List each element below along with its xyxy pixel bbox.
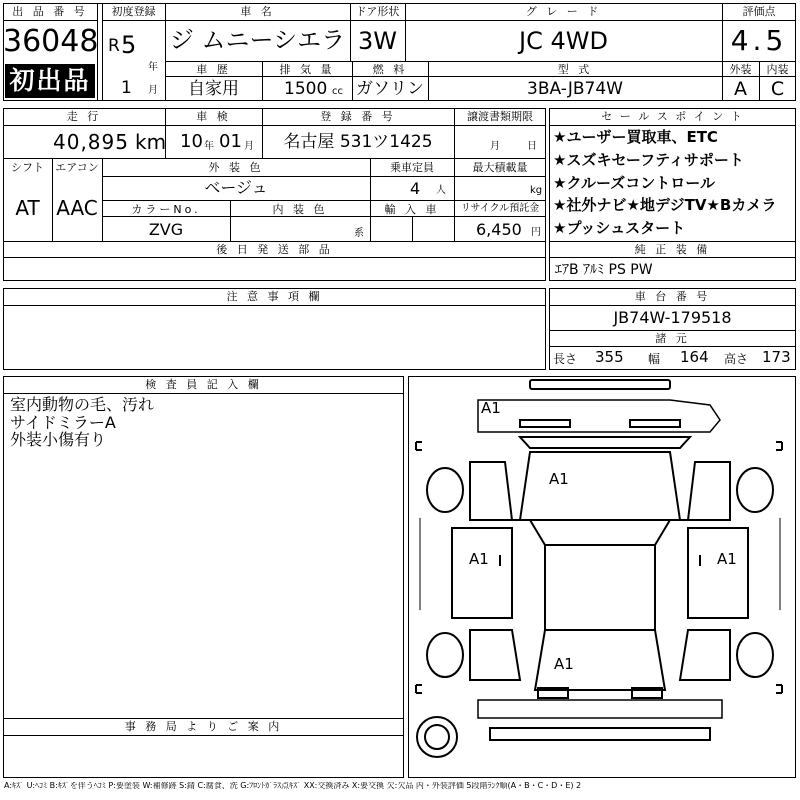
interior-color-label: 内 装 色 — [272, 203, 328, 216]
interior-color-unit: 系 — [354, 228, 364, 239]
recycle-unit: 円 — [531, 227, 541, 238]
import-label: 輸 入 車 — [384, 203, 440, 216]
width: 164 — [680, 348, 709, 366]
damage-mark-rear: A1 — [554, 655, 574, 673]
model-code: 3BA-JB74W — [527, 79, 623, 99]
inspector-note: 外装小傷有り — [10, 430, 107, 449]
equipment-value: ｴｱB ｱﾙﾐ PS PW — [555, 262, 653, 278]
inspection-month: 01 — [219, 131, 242, 152]
capacity: 4 — [410, 179, 421, 198]
office-label: 事 務 局 よ り ご 案 内 — [124, 720, 283, 733]
width-label: 幅 — [648, 352, 661, 366]
inspector-note: 室内動物の毛、汚れ — [10, 395, 155, 414]
displacement-unit: cc — [332, 86, 343, 97]
exterior-grade-label: 外装 — [729, 63, 752, 76]
capacity-unit: 人 — [436, 185, 446, 196]
exterior-color-label: 外 装 色 — [208, 161, 264, 174]
lot-number-label: 出 品 番 号 — [12, 5, 88, 18]
length-label: 長さ — [553, 352, 578, 366]
shift-label: シフト — [11, 161, 44, 174]
inspection-month-unit: 月 — [244, 141, 254, 152]
recycle-label: リサイクル預託金 — [460, 203, 540, 214]
inspection-year: 10 — [180, 131, 203, 152]
score-label: 評価点 — [742, 5, 776, 18]
registration-year: 5 — [121, 31, 137, 59]
registration-number-label: 登 録 番 号 — [320, 110, 396, 123]
selling-point: ★クルーズコントロール — [553, 174, 715, 192]
transfer-deadline-label: 譲渡書類期限 — [467, 110, 533, 123]
overall-score: 4.5 — [730, 24, 788, 57]
later-parts-label: 後 日 発 送 部 品 — [216, 243, 333, 256]
exterior-grade: A — [734, 78, 747, 100]
first-registration-label: 初度登録 — [111, 5, 156, 18]
first-listing-badge: 初出品 — [5, 64, 95, 98]
equipment-label: 純 正 装 備 — [634, 243, 711, 256]
legend: A:ｷｽﾞ U:ﾍｺﾐ B:ｷｽﾞを伴うﾍｺﾐ P:要塗装 W:補修跡 S:錆 C:腐食、洗 G:ﾌﾛﾝﾄｶﾞﾗｽ点ｷｽﾞ XX:交換済み X:要交換 欠:欠品 内・外装評価 5段階ﾗﾝｸ順(A・B・C・D・E) 2 — [4, 782, 582, 790]
interior-grade: C — [770, 78, 785, 100]
mileage: 40,895 — [53, 130, 129, 154]
history-label: 車 歴 — [196, 63, 231, 76]
damage-mark-front: A1 — [481, 399, 501, 417]
damage-mark-roof: A1 — [549, 470, 569, 488]
inspection-year-unit: 年 — [204, 141, 214, 152]
notes-label: 注 意 事 項 欄 — [226, 290, 323, 303]
color-no-label: カラーNo. — [131, 203, 201, 216]
damage-diagram — [408, 376, 796, 778]
inspection-label: 車 検 — [196, 110, 231, 123]
era: R — [108, 36, 120, 56]
damage-mark-right-side: A1 — [717, 550, 737, 568]
year-unit: 年 — [148, 62, 158, 73]
transfer-month-unit: 月 — [490, 141, 500, 152]
chassis-label: 車 台 番 号 — [634, 290, 711, 303]
displacement-label: 排 気 量 — [279, 63, 335, 76]
details-section — [3, 108, 546, 242]
aircon-label: エアコン — [55, 161, 99, 174]
chassis-number: JB74W-179518 — [613, 308, 732, 327]
exterior-color: ベージュ — [204, 178, 268, 197]
max-load-unit: kg — [530, 185, 543, 196]
door-type: 3W — [358, 27, 397, 55]
selling-points-label: セ ー ル ス ポ イ ン ト — [601, 110, 744, 123]
inspector-note: サイドミラーA — [10, 413, 116, 432]
shift: AT — [15, 196, 40, 220]
selling-point: ★スズキセーフティサポート — [553, 151, 744, 169]
grade-label: グ レ ー ド — [525, 5, 602, 18]
mileage-label: 走 行 — [66, 110, 102, 123]
selling-point: ★プッシュスタート — [553, 219, 686, 237]
month-unit: 月 — [148, 85, 158, 96]
damage-mark-left-side: A1 — [469, 550, 489, 568]
transfer-day-unit: 日 — [527, 141, 537, 152]
height-label: 高さ — [724, 352, 749, 366]
registration-month: 1 — [121, 78, 132, 98]
selling-point: ★ユーザー買取車、ETC — [553, 128, 718, 146]
grade: JC 4WD — [519, 27, 608, 55]
selling-point: ★社外ナビ★地デジTV★Bカメラ — [553, 196, 777, 214]
displacement: 1500 — [284, 79, 328, 99]
interior-grade-label: 内装 — [766, 63, 789, 76]
color-no: ZVG — [148, 220, 184, 239]
car-name-label: 車 名 — [240, 5, 275, 18]
height: 173 — [762, 348, 791, 366]
mileage-unit: km — [135, 130, 167, 154]
history: 自家用 — [188, 79, 239, 99]
lot-number: 36048 — [3, 24, 99, 59]
fuel-label: 燃 料 — [372, 63, 408, 76]
inspector-label: 検 査 員 記 入 欄 — [145, 378, 262, 391]
model-label: 型 式 — [557, 63, 593, 76]
length: 355 — [595, 348, 624, 366]
aircon: AAC — [56, 196, 98, 220]
fuel: ガソリン — [356, 79, 424, 99]
recycle-fee: 6,450 — [476, 220, 522, 239]
door-label: ドア形状 — [355, 5, 400, 18]
capacity-label: 乗車定員 — [390, 161, 434, 174]
car-name: ジ ムニーシエラ — [169, 26, 346, 54]
registration-number: 名古屋 531ツ1425 — [283, 132, 433, 152]
max-load-label: 最大積載量 — [472, 161, 528, 174]
dimensions-label: 諸 元 — [655, 332, 690, 345]
